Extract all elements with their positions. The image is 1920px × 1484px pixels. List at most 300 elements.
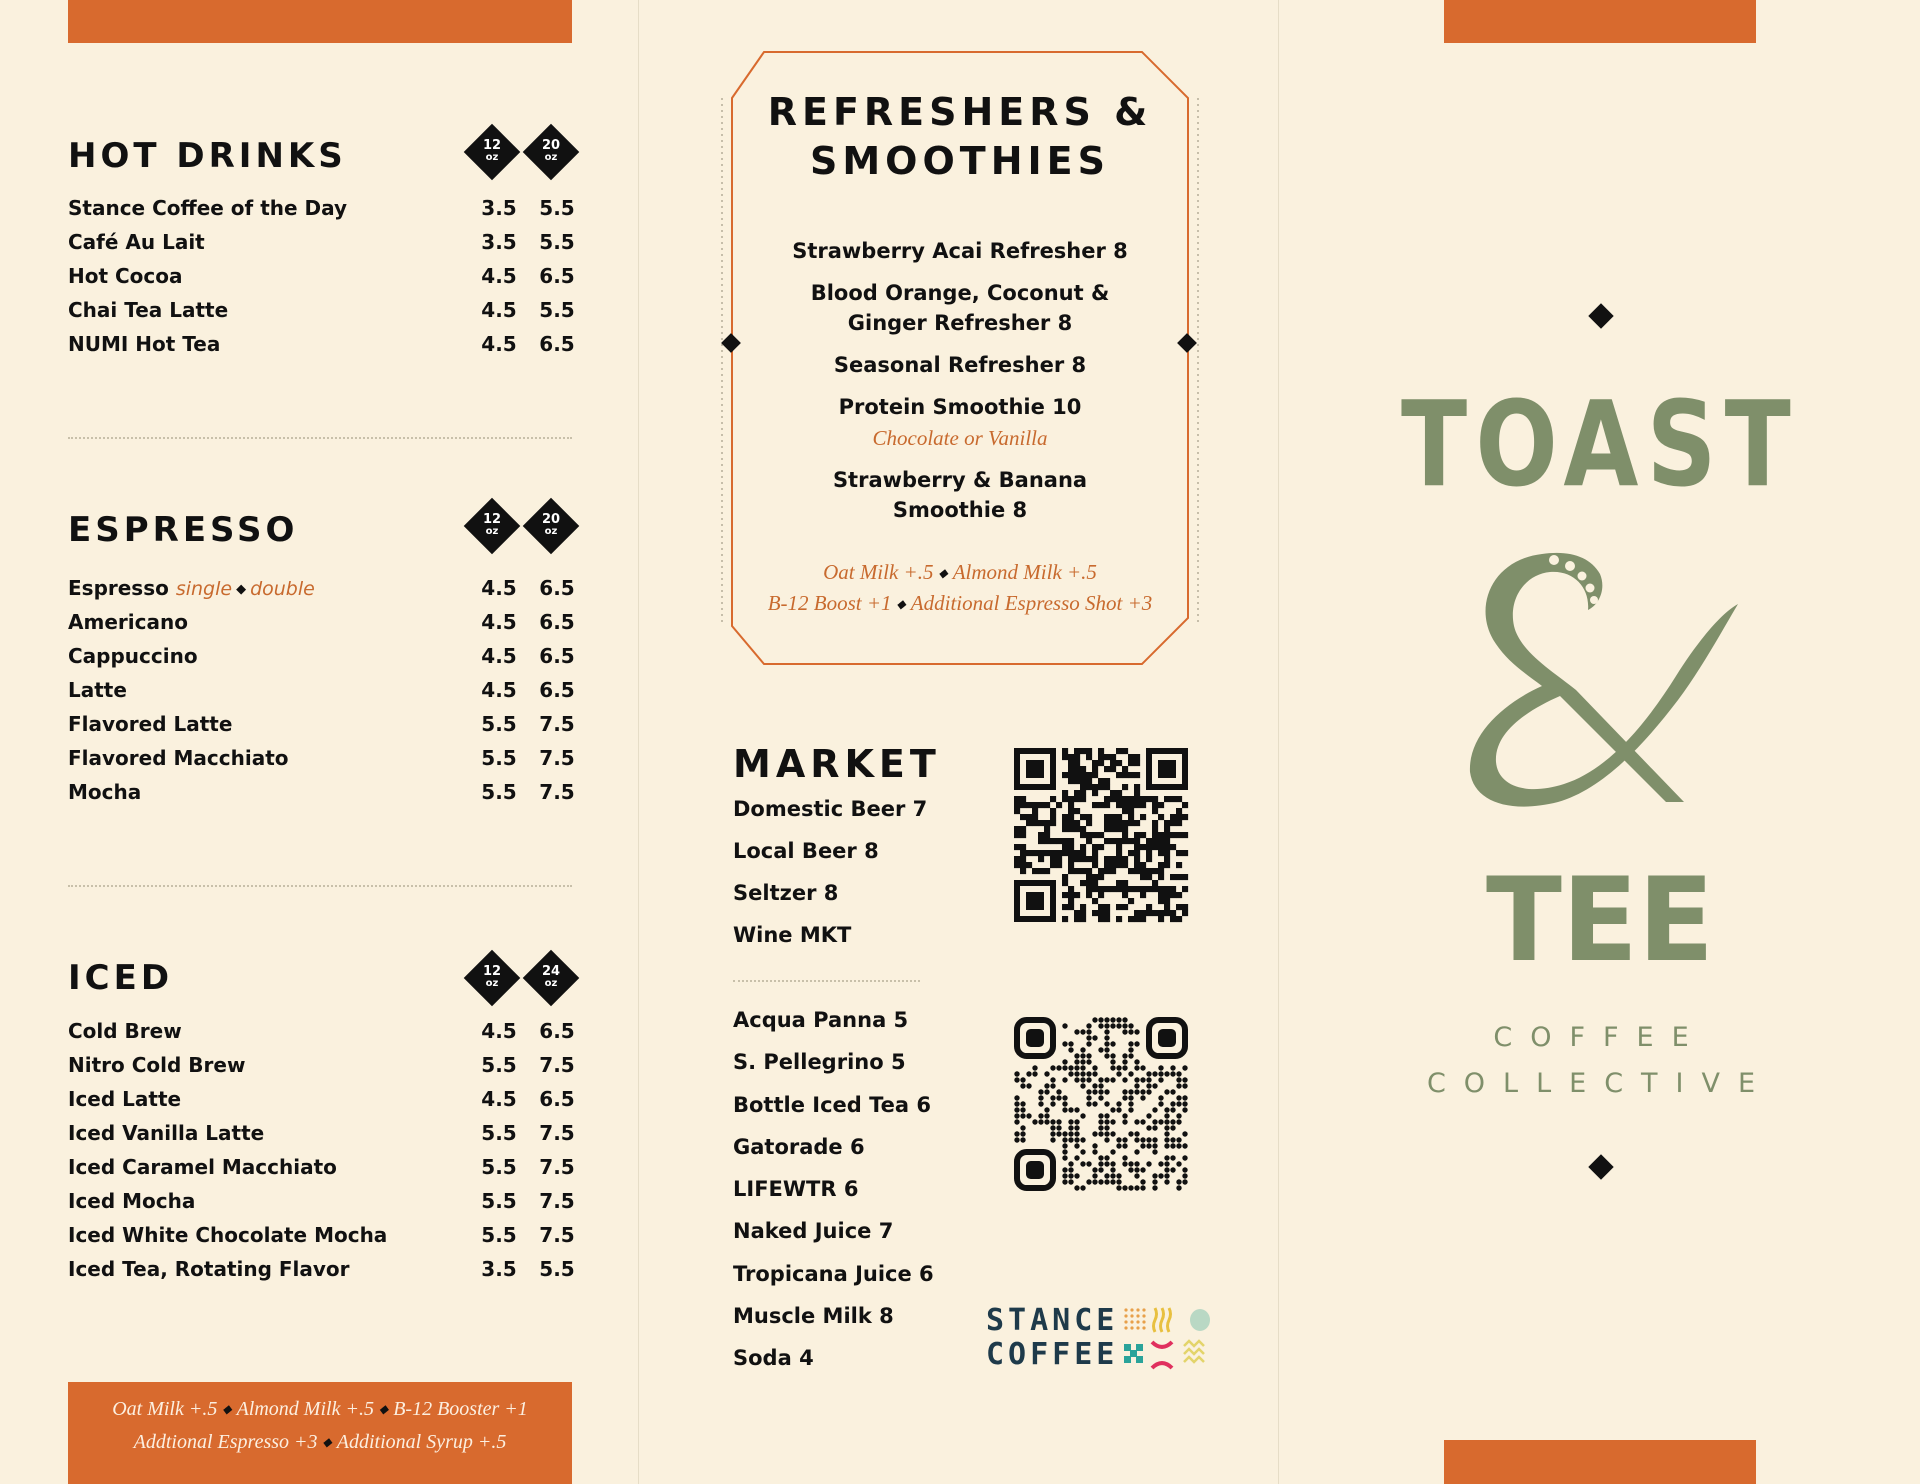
- qr-module: [1164, 1161, 1169, 1166]
- qr-module: [1062, 838, 1068, 844]
- qr-module: [1104, 1053, 1109, 1058]
- qr-module: [1074, 1059, 1079, 1064]
- menu-item: Café Au Lait 3.5 5.5: [68, 230, 575, 254]
- qr-module: [1140, 1065, 1145, 1070]
- qr-module: [1098, 1119, 1103, 1124]
- qr-module: [1182, 1167, 1187, 1172]
- qr-module: [1074, 1137, 1079, 1142]
- qr-module: [1104, 1119, 1109, 1124]
- market-item: Gatorade 6: [733, 1135, 865, 1159]
- qr-module: [1128, 820, 1134, 826]
- qr-module: [1158, 844, 1164, 850]
- qr-module: [1152, 1125, 1157, 1130]
- qr-module: [1068, 808, 1074, 814]
- qr-module: [1122, 784, 1128, 790]
- qr-module: [1170, 820, 1176, 826]
- qr-module: [1110, 856, 1116, 862]
- qr-module: [1020, 1107, 1025, 1112]
- qr-module: [1170, 1143, 1175, 1148]
- qr-module: [1038, 1089, 1043, 1094]
- market-item: Muscle Milk 8: [733, 1304, 894, 1328]
- qr-module: [1086, 1029, 1091, 1034]
- qr-module: [1128, 1047, 1133, 1052]
- menu-item: Americano 4.5 6.5: [68, 610, 575, 634]
- qr-module: [1098, 802, 1104, 808]
- qr-module: [1050, 856, 1056, 862]
- qr-module: [1080, 856, 1086, 862]
- qr-code-icon: [1014, 1017, 1188, 1191]
- qr-module: [1176, 1161, 1181, 1166]
- qr-module: [1104, 1173, 1109, 1178]
- qr-module: [1062, 826, 1068, 832]
- qr-module: [1086, 784, 1092, 790]
- qr-module: [1104, 1161, 1109, 1166]
- qr-module: [1170, 1101, 1175, 1106]
- qr-module: [1062, 1167, 1067, 1172]
- qr-module: [1116, 1071, 1121, 1076]
- qr-module: [1164, 1167, 1169, 1172]
- qr-module: [1098, 916, 1104, 922]
- qr-module: [1116, 814, 1122, 820]
- qr-module: [1110, 838, 1116, 844]
- qr-module: [1092, 1035, 1097, 1040]
- qr-module: [1056, 862, 1062, 868]
- qr-module: [1044, 1113, 1049, 1118]
- qr-module: [1080, 916, 1086, 922]
- qr-module: [1158, 1065, 1163, 1070]
- qr-module: [1146, 1161, 1151, 1166]
- qr-module: [1062, 1023, 1067, 1028]
- qr-module: [1062, 1041, 1067, 1046]
- qr-module: [1062, 850, 1068, 856]
- qr-module: [1134, 796, 1140, 802]
- qr-module: [1092, 874, 1098, 880]
- qr-module: [1098, 1113, 1103, 1118]
- qr-module: [1122, 766, 1128, 772]
- qr-module: [1068, 838, 1074, 844]
- qr-module: [1134, 1077, 1139, 1082]
- qr-module: [1086, 1041, 1091, 1046]
- qr-module: [1032, 1119, 1037, 1124]
- qr-module: [1164, 1137, 1169, 1142]
- qr-module: [1074, 850, 1080, 856]
- qr-module: [1068, 766, 1074, 772]
- qr-module: [1104, 910, 1110, 916]
- qr-module: [1098, 1167, 1103, 1172]
- qr-module: [1020, 1131, 1025, 1136]
- section-divider: [68, 437, 572, 439]
- qr-module: [1098, 1047, 1103, 1052]
- market-item: Tropicana Juice 6: [733, 1262, 934, 1286]
- qr-module: [1092, 1149, 1097, 1154]
- qr-module: [1068, 1161, 1073, 1166]
- qr-module: [1140, 1179, 1145, 1184]
- qr-finder-center: [1158, 1029, 1176, 1047]
- qr-module: [1152, 1107, 1157, 1112]
- qr-module: [1170, 916, 1176, 922]
- brand-diamond-bottom: [1588, 1154, 1613, 1179]
- qr-module: [1110, 1179, 1115, 1184]
- qr-module: [1068, 1119, 1073, 1124]
- qr-module: [1152, 808, 1158, 814]
- qr-module: [1164, 826, 1170, 832]
- qr-module: [1104, 1113, 1109, 1118]
- qr-module: [1182, 1083, 1187, 1088]
- qr-module: [1146, 850, 1152, 856]
- qr-module: [1074, 1065, 1079, 1070]
- qr-module: [1176, 1071, 1181, 1076]
- qr-module: [1164, 850, 1170, 856]
- qr-module: [1074, 820, 1080, 826]
- qr-module: [1062, 904, 1068, 910]
- section-title-market: MARKET: [733, 742, 941, 786]
- qr-module: [1020, 1083, 1025, 1088]
- qr-module: [1062, 1173, 1067, 1178]
- qr-module: [1104, 1101, 1109, 1106]
- qr-module: [1080, 1053, 1085, 1058]
- qr-module: [1074, 766, 1080, 772]
- qr-module: [1044, 802, 1050, 808]
- qr-module: [1032, 820, 1038, 826]
- qr-finder-center: [1158, 760, 1176, 778]
- qr-module: [1086, 832, 1092, 838]
- qr-module: [1152, 1185, 1157, 1190]
- qr-module: [1170, 1155, 1175, 1160]
- qr-module: [1020, 1101, 1025, 1106]
- market-item: Acqua Panna 5: [733, 1008, 909, 1032]
- qr-module: [1182, 1077, 1187, 1082]
- qr-module: [1068, 1071, 1073, 1076]
- qr-module: [1050, 1125, 1055, 1130]
- qr-module: [1146, 856, 1152, 862]
- qr-module: [1170, 814, 1176, 820]
- qr-module: [1128, 1071, 1133, 1076]
- qr-module: [1128, 1053, 1133, 1058]
- qr-module: [1176, 1113, 1181, 1118]
- qr-module: [1104, 784, 1110, 790]
- qr-module: [1020, 862, 1026, 868]
- qr-module: [1056, 838, 1062, 844]
- qr-module: [1158, 886, 1164, 892]
- qr-module: [1080, 904, 1086, 910]
- qr-module: [1182, 1143, 1187, 1148]
- qr-module: [1164, 820, 1170, 826]
- qr-module: [1086, 1053, 1091, 1058]
- qr-module: [1176, 1083, 1181, 1088]
- qr-module: [1032, 1065, 1037, 1070]
- qr-module: [1068, 1131, 1073, 1136]
- market-item: Naked Juice 7: [733, 1219, 894, 1243]
- qr-module: [1110, 754, 1116, 760]
- qr-module: [1062, 796, 1068, 802]
- qr-module: [1062, 1107, 1067, 1112]
- qr-module: [1164, 1143, 1169, 1148]
- qr-module: [1020, 832, 1026, 838]
- qr-module: [1038, 820, 1044, 826]
- qr-module: [1062, 820, 1068, 826]
- qr-module: [1152, 1071, 1157, 1076]
- qr-module: [1134, 1041, 1139, 1046]
- qr-module: [1014, 796, 1020, 802]
- brand-wordmark-toast: [1395, 375, 1805, 513]
- menu-item: Iced White Chocolate Mocha 5.5 7.5: [68, 1223, 575, 1247]
- qr-module: [1110, 1059, 1115, 1064]
- qr-module: [1122, 1113, 1127, 1118]
- qr-module: [1086, 1035, 1091, 1040]
- stance-pattern-icon: [1122, 1306, 1216, 1372]
- qr-module: [1086, 886, 1092, 892]
- qr-module: [1014, 1137, 1019, 1142]
- qr-module: [1098, 784, 1104, 790]
- qr-module: [1164, 1071, 1169, 1076]
- qr-module: [1176, 1119, 1181, 1124]
- qr-module: [1098, 832, 1104, 838]
- qr-module: [1092, 1101, 1097, 1106]
- qr-module: [1080, 778, 1086, 784]
- qr-module: [1098, 1095, 1103, 1100]
- qr-module: [1104, 868, 1110, 874]
- qr-module: [1068, 850, 1074, 856]
- qr-module: [1116, 1185, 1121, 1190]
- qr-module: [1104, 1125, 1109, 1130]
- qr-module: [1056, 1065, 1061, 1070]
- qr-module: [1110, 814, 1116, 820]
- qr-module: [1116, 748, 1122, 754]
- qr-finder-center: [1026, 1161, 1044, 1179]
- qr-module: [1026, 814, 1032, 820]
- qr-module: [1062, 892, 1068, 898]
- qr-module: [1014, 1113, 1019, 1118]
- qr-module: [1152, 844, 1158, 850]
- qr-module: [1158, 1161, 1163, 1166]
- qr-module: [1128, 1107, 1133, 1112]
- qr-module: [1122, 1095, 1127, 1100]
- qr-module: [1038, 1119, 1043, 1124]
- top-accent-bar: [1444, 0, 1756, 43]
- qr-module: [1074, 796, 1080, 802]
- brand-subtitle-collective: COLLECTIVE: [1426, 1068, 1774, 1099]
- qr-module: [1122, 832, 1128, 838]
- qr-module: [1086, 1071, 1091, 1076]
- qr-module: [1068, 760, 1074, 766]
- qr-module: [1122, 1119, 1127, 1124]
- qr-module: [1116, 886, 1122, 892]
- qr-module: [1062, 1143, 1067, 1148]
- qr-module: [1182, 886, 1188, 892]
- qr-module: [1062, 1077, 1067, 1082]
- qr-module: [1050, 1137, 1055, 1142]
- qr-module: [1080, 766, 1086, 772]
- qr-module: [1098, 1125, 1103, 1130]
- qr-module: [1098, 868, 1104, 874]
- qr-module: [1146, 1143, 1151, 1148]
- qr-module: [1080, 1029, 1085, 1034]
- qr-module: [1074, 760, 1080, 766]
- qr-module: [1068, 886, 1074, 892]
- qr-module: [1080, 832, 1086, 838]
- qr-module: [1104, 1155, 1109, 1160]
- qr-module: [1140, 802, 1146, 808]
- qr-module: [1116, 838, 1122, 844]
- qr-module: [1146, 796, 1152, 802]
- qr-module: [1074, 748, 1080, 754]
- qr-module: [1128, 808, 1134, 814]
- qr-module: [1062, 814, 1068, 820]
- qr-module: [1140, 868, 1146, 874]
- qr-module: [1092, 856, 1098, 862]
- qr-module: [1176, 904, 1182, 910]
- qr-module: [1068, 754, 1074, 760]
- qr-module: [1122, 796, 1128, 802]
- qr-module: [1020, 850, 1026, 856]
- qr-module: [1020, 826, 1026, 832]
- menu-item: Flavored Macchiato 5.5 7.5: [68, 746, 575, 770]
- qr-module: [1116, 820, 1122, 826]
- qr-module: [1122, 1029, 1127, 1034]
- qr-module: [1074, 892, 1080, 898]
- qr-module: [1104, 802, 1110, 808]
- qr-module: [1062, 1179, 1067, 1184]
- menu-item: Nitro Cold Brew 5.5 7.5: [68, 1053, 575, 1077]
- section-title-refreshers: REFRESHERS & SMOOTHIES: [767, 90, 1153, 183]
- qr-module: [1080, 1149, 1085, 1154]
- qr-module: [1092, 850, 1098, 856]
- qr-module: [1170, 892, 1176, 898]
- menu-item: Iced Vanilla Latte 5.5 7.5: [68, 1121, 575, 1145]
- qr-module: [1110, 1167, 1115, 1172]
- qr-module: [1122, 1017, 1127, 1022]
- size-badge-small-label: 12 oz: [482, 964, 502, 989]
- qr-module: [1182, 814, 1188, 820]
- size-badge-large-label: 20 oz: [541, 138, 561, 163]
- qr-module: [1176, 1185, 1181, 1190]
- qr-module: [1176, 862, 1182, 868]
- qr-module: [1098, 1131, 1103, 1136]
- qr-module: [1122, 1185, 1127, 1190]
- qr-module: [1050, 838, 1056, 844]
- qr-module: [1146, 910, 1152, 916]
- qr-module: [1128, 1041, 1133, 1046]
- qr-module: [1176, 796, 1182, 802]
- qr-module: [1062, 1155, 1067, 1160]
- qr-finder-center: [1026, 760, 1044, 778]
- refresher-item-option: Chocolate or Vanilla: [872, 426, 1048, 450]
- qr-module: [1134, 832, 1140, 838]
- top-accent-bar: [68, 0, 572, 43]
- qr-module: [1068, 814, 1074, 820]
- qr-module: [1134, 1065, 1139, 1070]
- qr-finder-center: [1026, 1029, 1044, 1047]
- qr-module: [1134, 772, 1140, 778]
- refresher-addons: Oat Milk +.5 ◆ Almond Milk +.5: [823, 560, 1097, 584]
- qr-module: [1086, 814, 1092, 820]
- qr-module: [1110, 1041, 1115, 1046]
- qr-module: [1182, 802, 1188, 808]
- qr-module: [1104, 1035, 1109, 1040]
- qr-module: [1026, 1071, 1031, 1076]
- qr-module: [1050, 796, 1056, 802]
- fold-line-right: [1278, 0, 1279, 1484]
- qr-module: [1110, 766, 1116, 772]
- qr-module: [1164, 892, 1170, 898]
- qr-module: [1152, 796, 1158, 802]
- qr-module: [1164, 1131, 1169, 1136]
- qr-module: [1122, 1065, 1127, 1070]
- menu-item: NUMI Hot Tea 4.5 6.5: [68, 332, 575, 356]
- qr-module: [1152, 1143, 1157, 1148]
- qr-module: [1038, 1095, 1043, 1100]
- qr-module: [1128, 754, 1134, 760]
- qr-module: [1158, 892, 1164, 898]
- qr-module: [1080, 1113, 1085, 1118]
- qr-module: [1134, 1083, 1139, 1088]
- qr-module: [1122, 772, 1128, 778]
- qr-module: [1134, 1029, 1139, 1034]
- qr-module: [1152, 1149, 1157, 1154]
- qr-module: [1146, 1113, 1151, 1118]
- qr-module: [1122, 892, 1128, 898]
- qr-module: [1092, 1071, 1097, 1076]
- qr-module: [1140, 886, 1146, 892]
- qr-module: [1182, 1095, 1187, 1100]
- qr-module: [1110, 1119, 1115, 1124]
- brand-diamond-top: [1588, 303, 1613, 328]
- qr-module: [1098, 748, 1104, 754]
- qr-module: [1170, 886, 1176, 892]
- qr-module: [1020, 1125, 1025, 1130]
- qr-module: [1134, 1185, 1139, 1190]
- qr-module: [1116, 1101, 1121, 1106]
- bottom-accent-bar: [1444, 1440, 1756, 1484]
- qr-module: [1158, 916, 1164, 922]
- qr-module: [1062, 1065, 1067, 1070]
- qr-module: [1122, 904, 1128, 910]
- qr-module: [1020, 1137, 1025, 1142]
- qr-module: [1074, 790, 1080, 796]
- qr-module: [1128, 772, 1134, 778]
- qr-module: [1110, 1017, 1115, 1022]
- qr-module: [1170, 832, 1176, 838]
- qr-module: [1098, 760, 1104, 766]
- qr-module: [1044, 820, 1050, 826]
- qr-module: [1098, 1161, 1103, 1166]
- qr-module: [1116, 862, 1122, 868]
- market-item: Soda 4: [733, 1346, 814, 1370]
- qr-module: [1086, 874, 1092, 880]
- market-item: S. Pellegrino 5: [733, 1050, 906, 1074]
- qr-module: [1164, 1089, 1169, 1094]
- qr-module: [1098, 904, 1104, 910]
- qr-module: [1050, 1119, 1055, 1124]
- qr-module: [1158, 874, 1164, 880]
- qr-module: [1092, 1083, 1097, 1088]
- qr-module: [1032, 868, 1038, 874]
- qr-module: [1176, 850, 1182, 856]
- qr-module: [1038, 1113, 1043, 1118]
- qr-module: [1038, 838, 1044, 844]
- qr-module: [1122, 880, 1128, 886]
- qr-module: [1014, 1101, 1019, 1106]
- svg-text:TOAST: TOAST: [1401, 375, 1799, 513]
- qr-module: [1128, 838, 1134, 844]
- qr-module: [1140, 1119, 1145, 1124]
- qr-module: [1170, 1167, 1175, 1172]
- qr-module: [1050, 820, 1056, 826]
- qr-module: [1158, 1101, 1163, 1106]
- qr-module: [1164, 1107, 1169, 1112]
- qr-module: [1164, 1113, 1169, 1118]
- qr-module: [1020, 802, 1026, 808]
